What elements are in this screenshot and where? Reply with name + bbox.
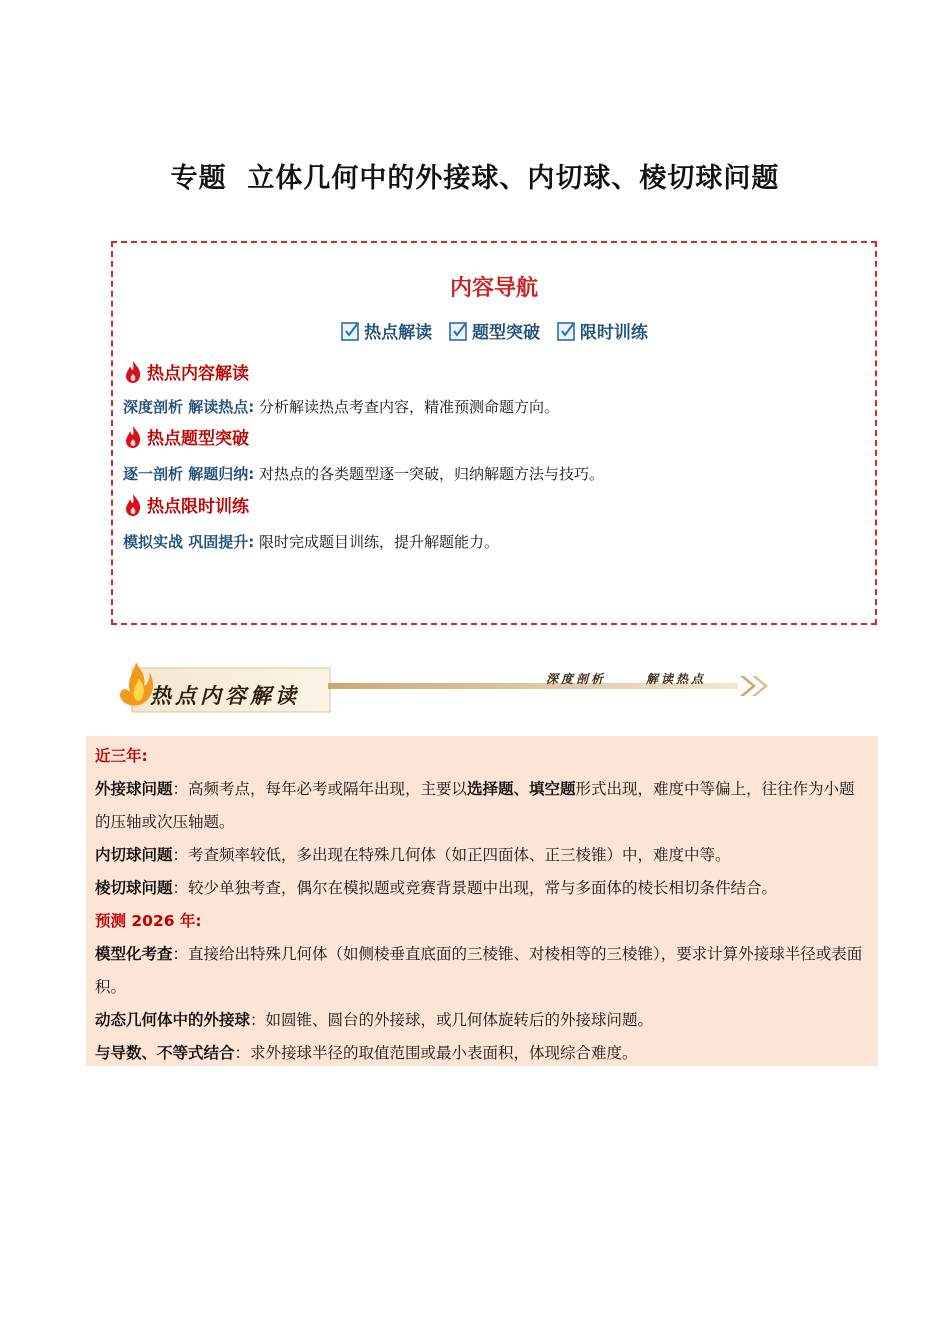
page-title: 专题 立体几何中的外接球、内切球、棱切球问题 — [170, 163, 780, 194]
checklist-icon — [556, 320, 578, 342]
tab-label: 限时训练 — [579, 323, 648, 343]
section-banner — [112, 652, 772, 724]
tab-label: 热点解读 — [364, 323, 433, 343]
flame-icon — [123, 493, 143, 517]
tab-hot-reading[interactable] — [340, 318, 432, 343]
section-heading-hot-content[interactable]: 热点内容解读 — [123, 359, 249, 384]
section-heading-timed-training[interactable]: 热点限时训练 — [123, 492, 249, 517]
list-item: 与导数、不等式结合：求外接球半径的取值范围或最小表面积，体现综合难度。 — [95, 1044, 638, 1062]
flame-icon — [123, 425, 143, 449]
list-item: 棱切球问题：较少单独考查，偶尔在模拟题或竞赛背景题中出现，常与多面体的棱长相切条件结合。 — [95, 879, 778, 897]
nav-title: 内容导航 — [449, 276, 538, 301]
list-item: 外接球问题：高频考点，每年必考或隔年出现，主要以选择题、填空题形式出现，难度中等偏上，往往作为小题的压轴或次压轴题。 — [95, 780, 855, 831]
checklist-icon — [340, 320, 362, 342]
list-item: 动态几何体中的外接球：如圆锥、圆台的外接球，或几何体旋转后的外接球问题。 — [95, 1011, 654, 1029]
section-heading-question-types[interactable]: 热点题型突破 — [123, 424, 249, 449]
banner-subtitle-1: 深度剖析 — [546, 672, 607, 686]
checklist-icon — [448, 320, 470, 342]
content-navigation-box — [111, 241, 877, 625]
section-desc: 模拟实战 巩固提升: 限时完成题目训练，提升解题能力。 — [123, 533, 500, 551]
section-desc: 逐一剖析 解题归纳: 对热点的各类题型逐一突破，归纳解题方法与技巧。 — [123, 465, 605, 483]
analysis-content — [86, 736, 878, 1066]
tab-label: 题型突破 — [472, 323, 540, 343]
list-item: 模型化考查：直接给出特殊几何体（如侧棱垂直底面的三棱锥、对棱相等的三棱锥），要求计算外接球半径或表面积。 — [95, 945, 863, 996]
recent-years-header: 近三年: — [95, 747, 148, 765]
tab-timed-training[interactable] — [556, 318, 648, 343]
nav-tabs — [113, 318, 875, 347]
list-item: 内切球问题：考查频率较低，多出现在特殊几何体（如正四面体、正三棱锥）中，难度中等。 — [95, 846, 731, 864]
section-desc: 深度剖析 解读热点: 分析解读热点考查内容，精准预测命题方向。 — [123, 398, 560, 416]
banner-title: 热点内容解读 — [150, 683, 300, 708]
prediction-header: 预测 2026 年: — [95, 912, 202, 930]
tab-question-types[interactable] — [448, 318, 540, 343]
banner-subtitle-2: 解读热点 — [646, 672, 707, 686]
flame-icon — [123, 360, 143, 384]
